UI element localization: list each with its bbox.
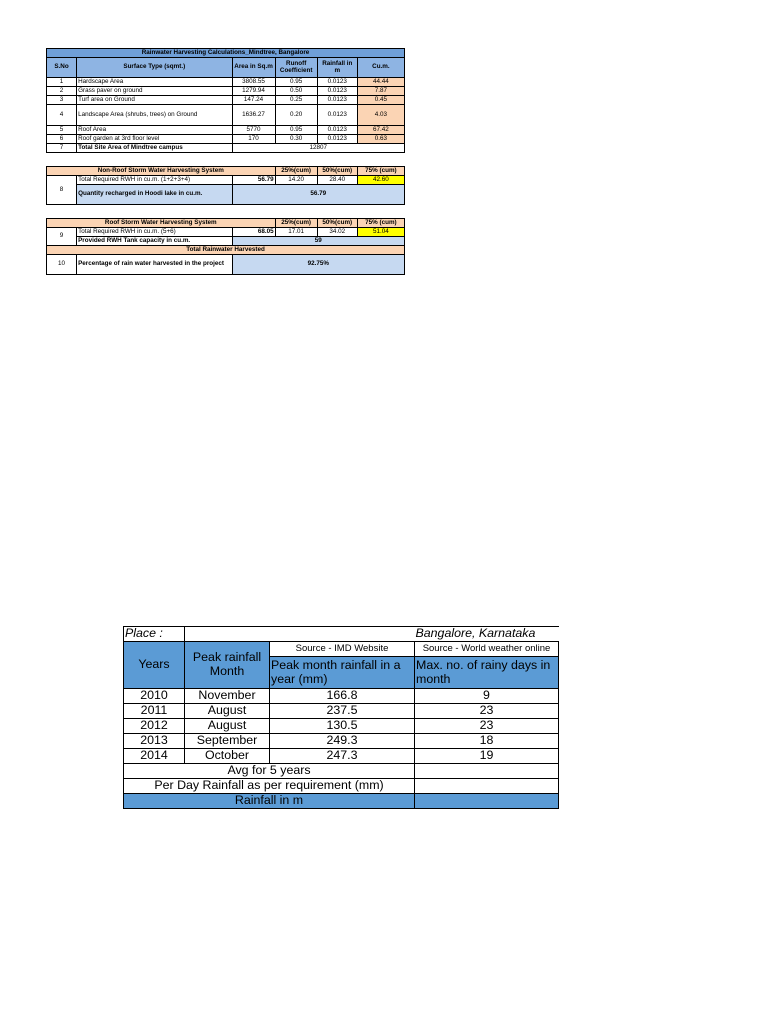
row-mm: 237.5 (270, 704, 415, 719)
table-row (47, 78, 405, 87)
rain-m-value (415, 794, 559, 809)
non-roof-sno: 8 (47, 176, 77, 205)
row-surface: Hardscape Area (77, 78, 232, 87)
header-rainy-days: Max. no. of rainy days in month (415, 657, 559, 689)
header-surface-type: Surface Type (sqmt.) (77, 58, 232, 78)
percent-sno: 10 (47, 255, 77, 275)
header-runoff: Runoff Coefficient (275, 58, 317, 78)
row-year: 2013 (124, 734, 185, 749)
row-days: 19 (415, 749, 559, 764)
row-sno: 2 (47, 87, 77, 96)
row-rainfall: 0.0123 (317, 78, 357, 87)
row-cum: 7.87 (357, 87, 404, 96)
table-row (124, 749, 559, 764)
row-mm: 166.8 (270, 689, 415, 704)
row-surface: Landscape Area (shrubs, trees) on Ground (77, 105, 232, 126)
row-area: 3808.55 (232, 78, 275, 87)
per-day-value (415, 779, 559, 794)
row-rainfall: 0.0123 (317, 135, 357, 144)
row-runoff: 0.50 (275, 87, 317, 96)
roof-title: Roof Storm Water Harvesting System (47, 219, 276, 228)
header-peak-month: Peak rainfall Month (185, 642, 270, 689)
row-sno: 6 (47, 135, 77, 144)
table-row (47, 105, 405, 126)
row-runoff: 0.95 (275, 126, 317, 135)
row-days: 23 (415, 704, 559, 719)
row-year: 2011 (124, 704, 185, 719)
row-cum: 44.44 (357, 78, 404, 87)
total-site-row (47, 144, 405, 153)
non-roof-p25: 14.20 (275, 176, 317, 185)
header-rainfall: Rainfall in m (317, 58, 357, 78)
row-sno: 4 (47, 105, 77, 126)
recharge-value: 56.79 (232, 185, 405, 205)
roof-h75: 75% (cum) (357, 219, 404, 228)
rainfall-table (123, 626, 559, 809)
row-sno: 1 (47, 78, 77, 87)
row-surface: Turf area on Ground (77, 96, 232, 105)
row-mm: 130.5 (270, 719, 415, 734)
row-sno: 5 (47, 126, 77, 135)
source-weather: Source - World weather online (415, 642, 559, 657)
table-row (47, 135, 405, 144)
row-days: 18 (415, 734, 559, 749)
total-harvested-title: Total Rainwater Harvested (47, 246, 405, 255)
total-site-value: 12807 (232, 144, 405, 153)
row-rainfall: 0.0123 (317, 87, 357, 96)
tank-value: 59 (232, 237, 405, 246)
row-area: 170 (232, 135, 275, 144)
place-label: Place : (124, 627, 185, 642)
table-row (47, 96, 405, 105)
row-month: August (185, 719, 270, 734)
roof-sno: 9 (47, 228, 77, 246)
non-roof-h25: 25%(cum) (275, 167, 317, 176)
table-row (124, 704, 559, 719)
roof-req-value: 68.05 (232, 228, 275, 237)
row-sno: 3 (47, 96, 77, 105)
header-peak-mm: Peak month rainfall in a year (mm) (270, 657, 415, 689)
row-rainfall: 0.0123 (317, 96, 357, 105)
roof-h25: 25%(cum) (275, 219, 317, 228)
row-year: 2010 (124, 689, 185, 704)
non-roof-h75: 75% (cum) (357, 167, 404, 176)
row-area: 5770 (232, 126, 275, 135)
row-mm: 247.3 (270, 749, 415, 764)
table-row (47, 87, 405, 96)
header-area: Area in Sq.m (232, 58, 275, 78)
rwh-table-title: Rainwater Harvesting Calculations_Mindtree, Bangalore (47, 49, 405, 58)
non-roof-title: Non-Roof Storm Water Harvesting System (47, 167, 276, 176)
source-imd: Source - IMD Website (270, 642, 415, 657)
percent-label: Percentage of rain water harvested in the project (77, 255, 232, 275)
roof-p50: 34.02 (317, 228, 357, 237)
row-cum: 0.45 (357, 96, 404, 105)
non-roof-p50: 28.40 (317, 176, 357, 185)
roof-req-label: Total Required RWH in cu.m. (5+6) (77, 228, 232, 237)
non-roof-req-value: 56.79 (232, 176, 275, 185)
header-years: Years (124, 642, 185, 689)
row-month: October (185, 749, 270, 764)
place-value: Bangalore, Karnataka (415, 627, 559, 642)
header-sno: S.No (47, 58, 77, 78)
table-row (124, 689, 559, 704)
recharge-label: Quantity recharged in Hoodi lake in cu.m. (77, 185, 232, 205)
row-runoff: 0.95 (275, 78, 317, 87)
non-roof-req-label: Total Required RWH in cu.m. (1+2+3+4) (77, 176, 232, 185)
per-day-label: Per Day Rainfall as per requirement (mm) (124, 779, 415, 794)
row-surface: Roof Area (77, 126, 232, 135)
table-row (124, 719, 559, 734)
non-roof-h50: 50%(cum) (317, 167, 357, 176)
percent-value: 92.75% (232, 255, 405, 275)
row-surface: Roof garden at 3rd floor level (77, 135, 232, 144)
header-cum: Cu.m. (357, 58, 404, 78)
row-rainfall: 0.0123 (317, 126, 357, 135)
row-month: November (185, 689, 270, 704)
row-rainfall: 0.0123 (317, 105, 357, 126)
row-runoff: 0.20 (275, 105, 317, 126)
row-surface: Grass paver on ground (77, 87, 232, 96)
row-year: 2012 (124, 719, 185, 734)
row-month: September (185, 734, 270, 749)
row-area: 1279.94 (232, 87, 275, 96)
row-days: 9 (415, 689, 559, 704)
rain-m-label: Rainfall in m (124, 794, 415, 809)
row-cum: 4.03 (357, 105, 404, 126)
row-days: 23 (415, 719, 559, 734)
avg-value (415, 764, 559, 779)
table-row (47, 126, 405, 135)
row-year: 2014 (124, 749, 185, 764)
row-mm: 249.3 (270, 734, 415, 749)
tank-label: Provided RWH Tank capacity in cu.m. (77, 237, 232, 246)
rwh-calculation-table (46, 48, 405, 275)
non-roof-p75: 42.60 (357, 176, 404, 185)
avg-label: Avg for 5 years (124, 764, 415, 779)
row-area: 1636.27 (232, 105, 275, 126)
row-cum: 67.42 (357, 126, 404, 135)
row-runoff: 0.30 (275, 135, 317, 144)
row-month: August (185, 704, 270, 719)
roof-p25: 17.01 (275, 228, 317, 237)
row-area: 147.24 (232, 96, 275, 105)
row-sno: 7 (47, 144, 77, 153)
row-cum: 0.63 (357, 135, 404, 144)
roof-h50: 50%(cum) (317, 219, 357, 228)
table-row (124, 734, 559, 749)
row-runoff: 0.25 (275, 96, 317, 105)
roof-p75: 51.04 (357, 228, 404, 237)
total-site-label: Total Site Area of Mindtree campus (77, 144, 232, 153)
